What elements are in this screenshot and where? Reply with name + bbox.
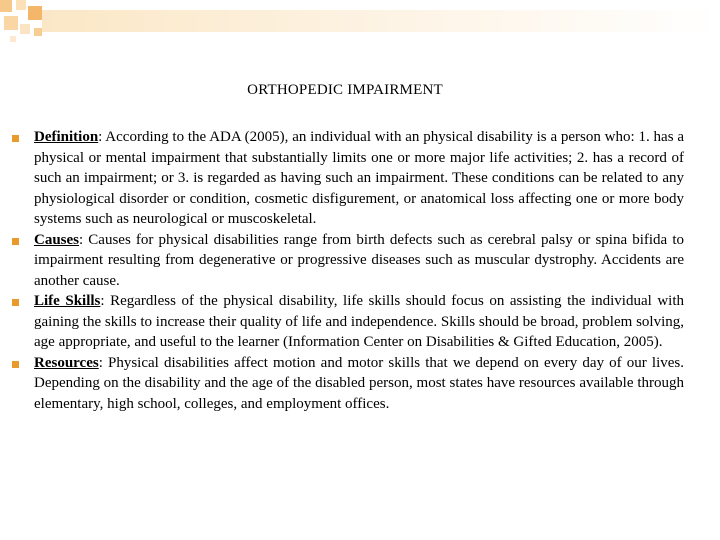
bullet-text: : Regardless of the physical disability, life skills should focus on assisting the individual with gaining the skills to increase their quality of life and independence. Skills should be broad, problem solving, age appropriate, and useful to the learner (Information Center on Disabilities & Gifted Education, 2005). — [34, 293, 684, 350]
decor-square — [10, 36, 16, 42]
bullet-definition — [0, 127, 684, 230]
bullet-resources — [0, 353, 684, 415]
bullet-text: : According to the ADA (2005), an individual with an physical disability is a person who: 1. has a physical or mental impairment that substantially limits one or more major life activities; 2. has a record of such an impairment; or 3. is regarded as having such an impairment. These conditions can be related to any physiological disorder or condition, cosmetic disfigurement, or anatomical loss affecting one or more body systems such as neurological or muscoskeletal. — [34, 129, 684, 227]
bullet-term: Life Skills — [34, 293, 101, 309]
decor-square — [28, 6, 42, 20]
bullet-text: : Causes for physical disabilities range from birth defects such as cerebral palsy or spina bifida to impairment resulting from degenerative or progressive diseases such as muscular dystrophy. Accidents are another cause. — [34, 231, 684, 289]
decor-square — [34, 28, 42, 36]
bullet-life-skills — [0, 291, 684, 353]
bullet-causes — [0, 230, 684, 292]
decor-square — [4, 16, 18, 30]
header-band — [42, 10, 720, 32]
square-bullet-icon — [12, 361, 19, 368]
decor-square — [20, 24, 30, 34]
bullet-text: : Physical disabilities affect motion and motor skills that we depend on every day of our lives. Depending on the disability and the age of the disabled person, most states have resources available through elementary, high school, colleges, and employment offices. — [34, 354, 684, 412]
square-bullet-icon — [12, 238, 19, 245]
bullet-term: Causes — [34, 231, 80, 248]
slide-title: ORTHOPEDIC IMPAIRMENT — [247, 82, 443, 98]
bullet-term: Definition — [34, 129, 99, 145]
bullet-list — [0, 127, 720, 414]
square-bullet-icon — [12, 135, 19, 142]
decor-square — [16, 0, 26, 10]
header-decoration — [0, 0, 720, 60]
square-bullet-icon — [12, 299, 19, 306]
decor-square — [0, 0, 12, 12]
bullet-term: Resources — [34, 354, 99, 371]
